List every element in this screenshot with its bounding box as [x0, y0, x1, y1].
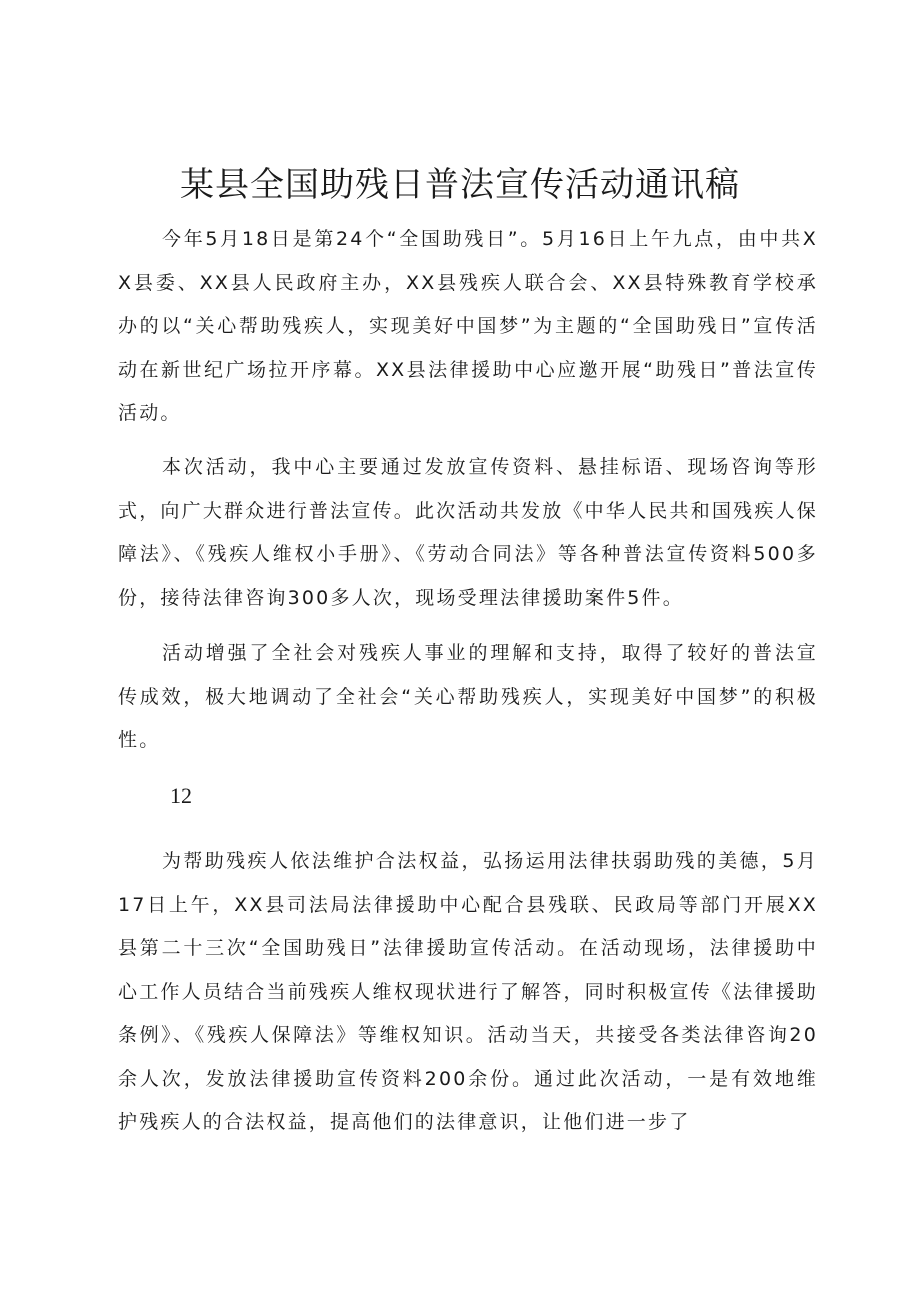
document-title: 某县全国助残日普法宣传活动通讯稿: [180, 165, 740, 205]
paragraph-4: 为帮助残疾人依法维护合法权益，弘扬运用法律扶弱助残的美德，5月17日上午，XX县司法局法律援助中心配合县残联、民政局等部门开展XX县第二十三次“全国助残日”法律援助宣传活动。在活动现场，法律援助中心工作人员结合当前残疾人维权现状进行了解答，同时积极宣传《法律援助条例》、《残疾人保障法》等维权知识。活动当天，共接受各类法律咨询20余人次，发放法律援助宣传资料200余份。通过此次活动，一是有效地维护残疾人的合法权益，提高他们的法律意识，让他们进一步了: [118, 850, 818, 1133]
section-number: 12: [170, 783, 192, 808]
paragraph-2: 本次活动，我中心主要通过发放宣传资料、悬挂标语、现场咨询等形式，向广大群众进行普法宣传。此次活动共发放《中华人民共和国残疾人保障法》、《残疾人维权小手册》、《劳动合同法》等各种普法宣传资料500多份，接待法律咨询300多人次，现场受理法律援助案件5件。: [118, 456, 818, 609]
paragraph-3: 活动增强了全社会对残疾人事业的理解和支持，取得了较好的普法宣传成效，极大地调动了全社会“关心帮助残疾人，实现美好中国梦”的积极性。: [118, 642, 818, 751]
paragraph-1: 今年5月18日是第24个“全国助残日”。5月16日上午九点，由中共XX县委、XX县人民政府主办，XX县残疾人联合会、XX县特殊教育学校承办的以“关心帮助残疾人，实现美好中国梦”为主题的“全国助残日”宣传活动在新世纪广场拉开序幕。XX县法律援助中心应邀开展“助残日”普法宣传活动。: [118, 228, 818, 424]
